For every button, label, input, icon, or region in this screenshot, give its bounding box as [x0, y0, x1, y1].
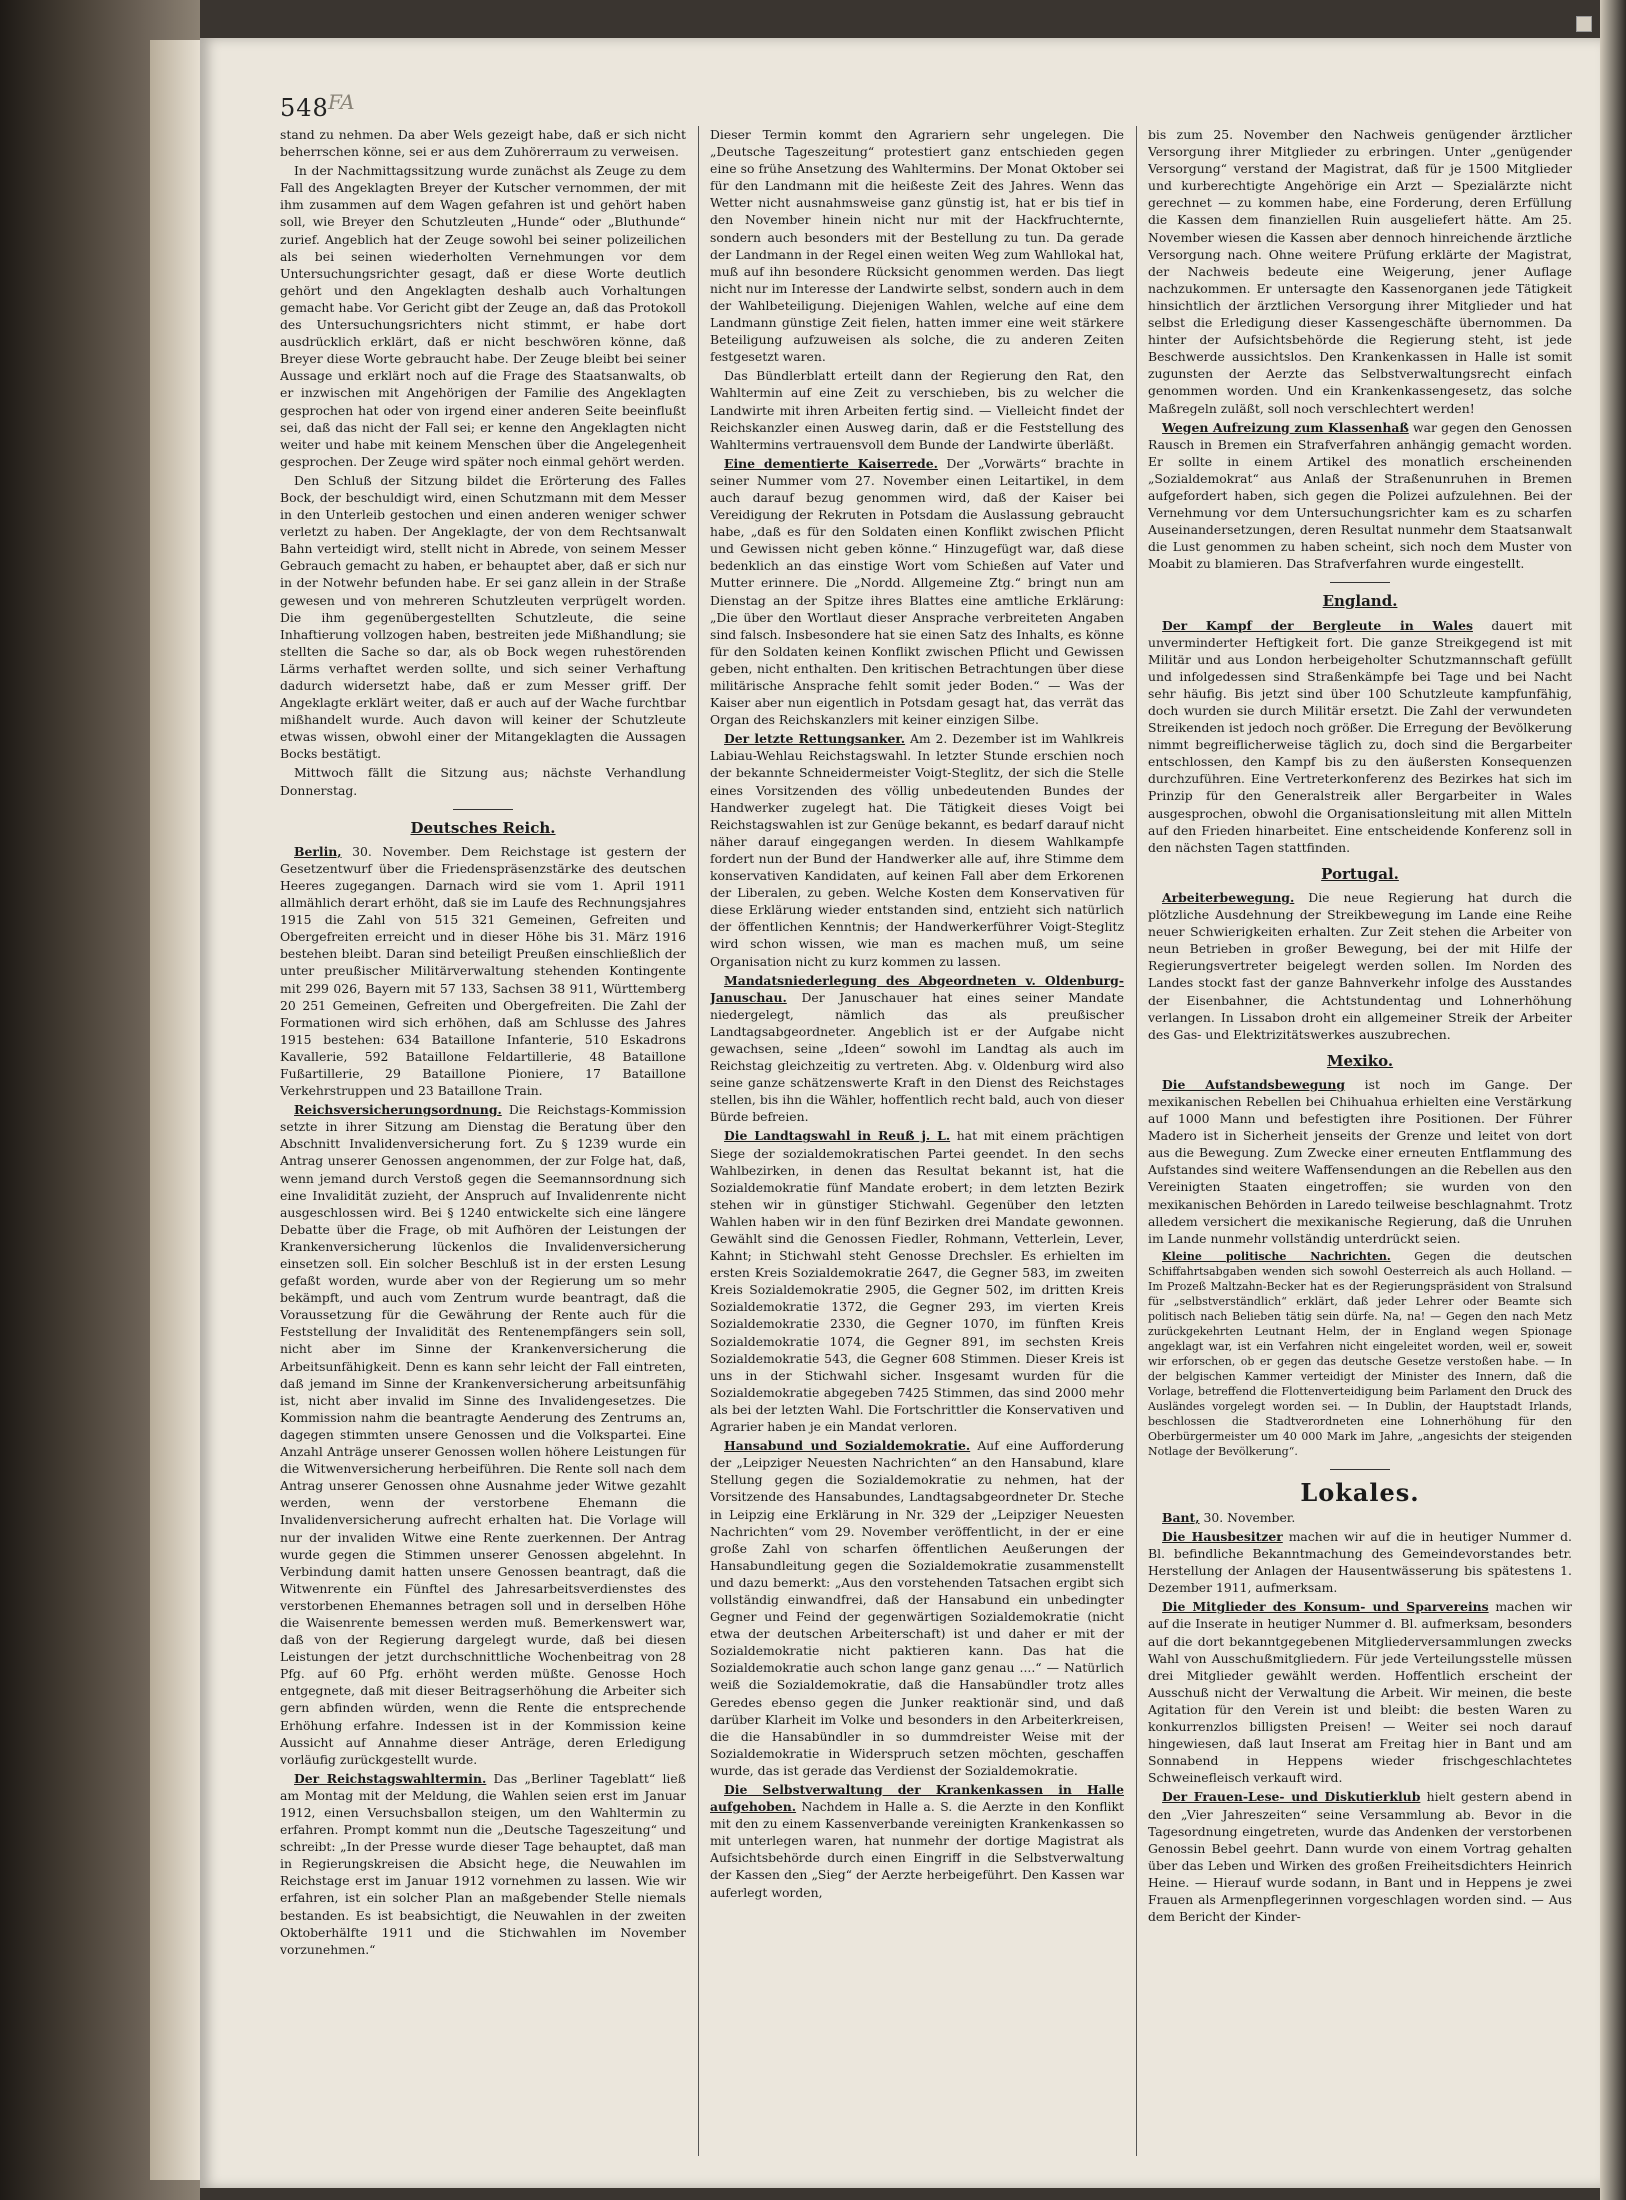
- small-print-block: [1148, 1249, 1572, 1459]
- article-keyword: Eine dementierte Kaiserrede.: [724, 455, 938, 471]
- page-gutter: [150, 40, 200, 2180]
- paragraph: Mittwoch fällt die Sitzung aus; nächste Verhandlung Donnerstag.: [280, 765, 686, 798]
- paragraph: In der Nachmittagssitzung wurde zunächst als Zeuge zu dem Fall des Angeklagten Breyer der Kutscher vernommen, der mit ihm zusammen auf dem Wagen gefahren ist und gehört haben soll, wie Breyer den Schutzleuten „Hunde“ oder „Bluthunde“ zurief. Angeblich hat der Zeuge sowohl bei seiner polizeilichen als bei seinen wiederholten Vernehmungen vor dem Untersuchungsrichter gesagt, daß er diese Worte deutlich gehört und den Angeklagten deshalb auch Vorhaltungen gemacht habe. Vor Gericht gibt der Zeuge an, daß das Protokoll des Untersuchungsrichters nicht stimmt, er habe dort ausdrücklich erklärt, daß er nicht beschwören könne, daß Breyer diese Worte gebraucht habe. Der Zeuge bleibt bei seiner Aussage und erklärt noch auf die Frage des Staatsanwalts, ob er inzwischen mit Angehörigen der Familie des Angeklagten gesprochen hat oder von irgend einer anderen Seite beeinflußt sei, daß das nicht der Fall sei; er kenne den Angeklagten nicht weiter und habe mit keinem Menschen über die Angelegenheit gesprochen. Der Zeuge wird später noch einmal gehört werden.: [280, 163, 686, 469]
- article-text: Auf eine Aufforderung der „Leipziger Neuesten Nachrichten“ an den Hansabund, klare Stellung gegen die Sozialdemokratie zu nehmen, hat der Vorsitzende des Hansabundes, Landtagsabgeordneter Dr. Steche in Leipzig eine Erklärung in Nr. 329 der „Leipziger Neuesten Nachrichten“ vom 29. November veröffentlicht, in der er eine große Zahl von scharfen öffentlichen Aeußerungen der Hansabundleitung gegen die Sozialdemokratie zusammenstellt und dazu bemerkt: „Aus den vorstehenden Tatsachen ergibt sich vollständig einwandfrei, daß der Hansabund ein unbedingter Gegner und Feind der gegenwärtigen Sozialdemokratie (nicht etwa der deutschen Arbeiterschaft) ist und daher er mit der Sozialdemokratie nicht paktieren kann. Das hat die Sozialdemokratie auch schon lange ganz genau ....“ — Natürlich weiß die Sozialdemokratie, daß die Hansabündler trotz alles Geredes ebenso gegen die Junker reaktionär sind, und daß darüber Klarheit im Volke und besonders in den Arbeiterkreisen, die die Hansabündler in so dummdreister Weise mit der Sozialdemokratie in Widerspruch setzen möchten, geschaffen wurde, das ist gerade das Verdienst der Sozialdemokratie.: [710, 1438, 1124, 1778]
- article-keyword: Der Frauen-Lese- und Diskutierklub: [1162, 1789, 1421, 1805]
- article-keyword: Die Hausbesitzer: [1162, 1529, 1283, 1544]
- article-text: hat mit einem prächtigen Siege der sozialdemokratischen Partei geendet. In den sechs Wahlbezirken, in denen das Resultat bekannt ist, hat die Sozialdemokratie fünf Mandate erobert; in dem letzten Bezirk stehen wir in günstiger Stichwahl. Gegenüber den letzten Wahlen haben wir in den fünf Bezirken drei Mandate gewonnen. Gewählt sind die Genossen Fiedler, Rohmann, Vetterlein, Lever, Kahnt; in Stichwahl steht Genosse Drechsler. Es erhielten im ersten Kreis Sozialdemokratie 2647, die Gegner 583, im zweiten Kreis Sozialdemokratie 2905, die Gegner 502, im dritten Kreis Sozialdemokratie 1372, die Gegner 293, im vierten Kreis Sozialdemokratie 2330, die Gegner 1070, im fünften Kreis Sozialdemokratie 1074, die Gegner 891, im sechsten Kreis Sozialdemokratie 543, die Gegner 608 Stimmen. Dieser Kreis ist uns in der Stichwahl sicher. Insgesamt wurden für die Sozialdemokratie abgegeben 7425 Stimmen, das sind 2000 mehr als bei der letzten Wahl. Die Fortschrittler die Konservativen und Agrarier haben je ein Mandat verloren.: [710, 1128, 1124, 1435]
- paragraph: Den Schluß der Sitzung bildet die Erörterung des Falles Bock, der beschuldigt wird, einen Schutzmann mit dem Messer in den Unterleib gestochen und einen anderen weniger schwer verletzt zu haben. Der Angeklagte, der von dem Rechtsanwalt Bahn verteidigt wird, stellt nicht in Abrede, von seinem Messer Gebrauch gemacht zu haben, er behauptet aber, daß er sich nur in der Notwehr befunden habe. Er sei ganz allein in der Straße gewesen und von mehreren Schutzleuten verprügelt worden. Die ihm gegenübergestellten Schutzleute, die seine Inhaftierung vollzogen haben, bestreiten jede Mißhandlung; sie stellten die Sache so dar, als ob Bock wegen ruhestörenden Lärms verhaftet werden sollte, und sich seiner Verhaftung dadurch widersetzt habe, daß er zum Messer griff. Der Angeklagte erklärt weiter, daß er auch auf der Wache furchtbar mißhandelt wurde. Auch davon will keiner der Schutzleute etwas wissen, obwohl einer der Mitangeklagten die Aussagen Bocks bestätigt.: [280, 472, 686, 762]
- article-text: machen wir auf die Inserate in heutiger Nummer d. Bl. aufmerksam, besonders auf die dort bekanntgegebenen Mitgliederversammlungen zwecks Wahl von Ausschußmitgliedern. Für jede Verteilungsstelle müssen drei Mitglieder gewählt werden. Hoffentlich erscheint der Ausschuß nicht der Verwaltung die Arbeit. Wir meinen, die beste Agitation für den Verein ist und bleibt: die besten Waren zu konkurrenzlos billigsten Preisen! — Weiter sei noch darauf hingewiesen, daß laut Inserat am Freitag hier in Bant und am Sonnabend in Heppens wieder frischgeschlachtetes Schweinefleisch verkauft wird.: [1148, 1599, 1572, 1786]
- article-keyword: Wegen Aufreizung zum Klassenhaß: [1162, 419, 1409, 435]
- section-heading: England.: [1322, 592, 1398, 611]
- article-keyword: Der letzte Rettungsanker.: [724, 731, 906, 747]
- article-keyword: Kleine politische Nachrichten.: [1162, 1249, 1391, 1263]
- paragraph: bis zum 25. November den Nachweis genügender ärztlicher Versorgung ihrer Mitglieder zu erbringen. Unter „genügender Versorgung“ verstand der Magistrat, daß für je 1500 Mitglieder und kurberechtigte Angehörige ein Arzt — Spezialärzte nicht gerechnet — zu kommen habe, eine Forderung, deren Erfüllung die Kassen dem finanziellen Ruin ausgeliefert hätte. Am 25. November wiesen die Kassen aber dennoch hinreichende ärztliche Versorgung nach. Ohne weitere Prüfung erklärte der Magistrat, der Nachweis bedeute eine Weigerung, jener Auflage nachzukommen. Er untersagte den Kassenorganen jede Tätigkeit hinsichtlich der ärztlichen Versorgung ihrer Mitglieder und hat selbst die Erledigung dieser Kassengeschäfte übernommen. Da hinter der Aufsichtsbehörde die Regierung steht, ist jede Beschwerde aussichtslos. Den Krankenkassen in Halle ist somit zugunsten der Aerzte das Selbstverwaltungsrecht einfach genommen worden. Und ein Krankenkassengesetz, das solche Maßregeln zuläßt, soll noch verschlechtert werden!: [1148, 127, 1572, 416]
- paragraph: stand zu nehmen. Da aber Wels gezeigt habe, daß er sich nicht beherrschen könne, sei er aus dem Zuhörerraum zu verweisen.: [280, 127, 686, 160]
- paragraph: Das Bündlerblatt erteilt dann der Regierung den Rat, den Wahltermin auf eine Zeit zu verschieben, bis zu welcher die Landwirte mit ihren Arbeiten fertig sind. — Vielleicht findet der Reichskanzler einen Ausweg darin, daß er die Feststellung des Wahltermins vertrauensvoll dem Bunde der Landwirte überläßt.: [710, 368, 1124, 452]
- paragraph: Dieser Termin kommt den Agrariern sehr ungelegen. Die „Deutsche Tageszeitung“ protestiert ganz entschieden gegen eine so frühe Ansetzung des Wahltermins. Der Monat Oktober sei für den Landmann mit die heißeste Zeit des Jahres. Wenn das Wetter nicht ausnahmsweise ganz günstig ist, hat er bis tief in den November hinein nicht nur mit der Hackfruchternte, sondern auch besonders mit der Bestellung zu tun. Da gerade der Landmann in der Regel einen weiten Weg zum Wahllokal hat, muß auf ihn besondere Rücksicht genommen werden. Das liegt nicht nur im Interesse der Landwirte selbst, sondern auch in dem der Wahlbeteiligung. Diejenigen Wahlen, welche auf eine dem Landmann günstige Zeit fielen, hatten immer eine weit stärkere Beteiligung aufzuweisen als solche, die zu anderen Zeiten festgesetzt waren.: [710, 127, 1124, 365]
- section-heading: Lokales.: [1300, 1477, 1420, 1507]
- pencil-annotation: FA: [328, 90, 355, 114]
- article-text: ist noch im Gange. Der mexikanischen Rebellen bei Chihuahua erhielten eine Verstärkung auf 1000 Mann und befestigten ihre Positionen. Der Führer Madero ist in Sicherheit jenseits der Grenze und leitet von dort aus die Bewegung. Zum Zwecke einer erneuten Entflammung des Aufstandes sind weitere Waffensendungen an die Rebellen aus den Vereinigten Staaten eingetroffen; sie wurden von den mexikanischen Behörden in Laredo teilweise beschlagnahmt. Trotz alledem versichert die mexikanische Regierung, daß die Unruhen im Lande nunmehr vollständig unterdrückt seien.: [1148, 1076, 1572, 1246]
- article-keyword: Der Kampf der Bergleute in Wales: [1162, 617, 1473, 633]
- article-text: dauert mit unverminderter Heftigkeit fort. Die ganze Streikgegend ist mit Militär und aus London herbeigeholter Schutzmannschaft gefüllt und infolgedessen sind Straßenkämpfe bei Tage und bei Nacht sehr häufig. Bis jetzt sind über 100 Schutzleute kampfunfähig, doch wurden sie durch Militär ersetzt. Die Zahl der verwundeten Streikenden ist jedoch noch größer. Die Erregung der Bevölkerung nimmt begreiflicherweise täglich zu, doch sind die Bergarbeiter entschlossen, den Kampf bis zu den äußersten Konsequenzen durchzuführen. Eine Vertreterkonferenz des Bezirkes hat sich im Prinzip für den Generalstreik aller Bergarbeiter in Wales ausgesprochen, obwohl die Organisationsleitung mit allen Mitteln auf den Frieden hinarbeitet. Eine entscheidende Konferenz soll in den nächsten Tagen stattfinden.: [1148, 617, 1572, 855]
- article-keyword: Berlin,: [294, 843, 342, 859]
- article-keyword: Die Landtagswahl in Reuß j. L.: [724, 1128, 951, 1144]
- article-keyword: Reichsversicherungsordnung.: [294, 1102, 502, 1118]
- page-right-edge: [1600, 0, 1626, 2200]
- article-text: Der Januschauer hat eines seiner Mandate niedergelegt, nämlich das als preußischer Landtagsabgeordneter. Angeblich ist er der Aufgabe nicht gewachsen, seine „Ideen“ sowohl im Landtag als auch im Reichstag gleichzeitig zu vertreten. Abg. v. Oldenburg wird also seine ganze schätzenswerte Kraft in den Dienst des Reichstages stellen, bis ihn die Wähler, hoffentlich recht bald, auch von dieser Bürde befreien.: [710, 989, 1124, 1125]
- article-keyword: Hansabund und Sozialdemokratie.: [724, 1438, 971, 1454]
- article-text: hielt gestern abend in den „Vier Jahreszeiten“ seine Versammlung ab. Bevor in die Tagesordnung eingetreten, wurde das Andenken der verstorbenen Genossin Bebel geehrt. Dann wurde von einem Vortrag gehalten über das Leben und Wirken des großen Freiheitsdichters Heinrich Heine. — Hierauf wurde sodann, in Bant und in Heppens je zwei Frauen als Armenpflegerinnen vorgeschlagen worden sind. — Aus dem Bericht der Kinder-: [1148, 1789, 1572, 1925]
- section-heading: Portugal.: [1321, 864, 1399, 883]
- corner-marker: [1576, 16, 1592, 32]
- article-keyword: Mandatsniederlegung des Abgeordneten v. Oldenburg-Januschau.: [710, 972, 1124, 1005]
- article-text: Die neue Regierung hat durch die plötzliche Ausdehnung der Streikbewegung im Lande eine Reihe neuer Schwierigkeiten erhalten. Zur Zeit stehen die Arbeiter von neun Betrieben in großer Bewegung, bei der mit Hilfe der Regierungsvertreter beigelegt werden sollen. Im Norden des Landes stockt fast der ganze Bahnverkehr infolge des Ausstandes der Eisenbahner, die Achtstundentag und Lohnerhöhung verlangen. In Lissabon droht ein allgemeiner Streik der Arbeiter des Gas- und Elektrizitätswerkes auszubrechen.: [1148, 889, 1572, 1042]
- article-text: war gegen den Genossen Rausch in Bremen ein Strafverfahren anhängig gemacht worden. Er sollte in einem Artikel des monatlich erscheinenden „Sozialdemokrat“ aus Anlaß der Straßenunruhen in Bremen aufgefordert haben, sich gegen die Polizei aufzulehnen. Bei der Vernehmung vor dem Untersuchungsrichter kam es zu scharfen Auseinandersetzungen, deren Resultat nunmehr dem Staatsanwalt die Lust genommen zu haben scheint, sich noch dem Muster von Moabit zu blamieren. Das Strafverfahren wurde eingestellt.: [1148, 419, 1572, 572]
- column-1: [280, 126, 686, 2166]
- column-rule: [1136, 126, 1137, 2156]
- page-number: 548: [280, 94, 329, 122]
- newspaper-page: [200, 38, 1600, 2188]
- article-keyword: Bant,: [1162, 1509, 1200, 1525]
- article-keyword: Die Mitglieder des Konsum- und Sparvereins: [1162, 1599, 1489, 1615]
- article-text: 30. November.: [1203, 1509, 1296, 1525]
- article-text: machen wir auf die in heutiger Nummer d. Bl. befindliche Bekanntmachung des Gemeindevorstandes betr. Herstellung der Anlagen der Hausentwässerung bis spätestens 1. Dezember 1911, aufmerksam.: [1148, 1529, 1572, 1596]
- article-text: Der „Vorwärts“ brachte in seiner Nummer vom 27. November einen Leitartikel, in dem auch darauf bezug genommen wird, daß der Kaiser bei Vereidigung der Rekruten in Potsdam die Auslassung gebraucht habe, „daß es für den Soldaten einen Konflikt zwischen Pflicht und Gewissen nicht geben könne.“ Hinzugefügt war, daß diese bedenklich an das einstige Wort vom Schießen auf Vater und Mutter erinnere. Die „Nordd. Allgemeine Ztg.“ bringt nun am Dienstag an der Spitze ihres Blattes eine amtliche Erklärung: „Die über den Wortlaut dieser Ansprache verbreiteten Angaben sind falsch. Insbesondere hat sie einen Satz des Inhalts, es könne für den Soldaten keinen Konflikt zwischen Pflicht und Gewissen geben, nicht enthalten. Den kritischen Betrachtungen über diese militärische Ansprache fehlt somit jeder Boden.“ — Was der Kaiser aber nun eigentlich in Potsdam gesagt hat, das verrät das Organ des Reichskanzlers mit keiner einzigen Silbe.: [710, 455, 1124, 728]
- article-keyword: Die Aufstandsbewegung: [1162, 1076, 1346, 1092]
- article-text: Die Reichstags-Kommission setzte in ihrer Sitzung am Dienstag die Beratung über den Abschnitt Invalidenversicherung fort. Zu § 1239 wurde ein Antrag unserer Genossen angenommen, der zur Folge hat, daß, wenn jemand durch Verstoß gegen die Seemannsordnung sich eine Invalidität zuzieht, der Anspruch auf Invalidenrente nicht ausgeschlossen wird. Bei § 1240 entwickelte sich eine längere Debatte über die Frage, ob mit Aufhören der Leistungen der Krankenversicherung lückenlos die Invalidenversicherung einsetzen soll. Ein solcher Beschluß ist in der ersten Lesung gefaßt worden, wurde aber von der Regierung um so mehr bekämpft, und auch vom Zentrum wurde beantragt, daß die Voraussetzung für die Gewährung der Rente auch für die Feststellung der Invalidität des Rentenempfängers sein soll, nicht aber im Sinne der Krankenversicherung die Arbeitsunfähigkeit. Denn es kann sehr leicht der Fall eintreten, daß jemand im Sinne der Krankenversicherung arbeitsunfähig ist, nicht aber invalid im Sinne des Invalidengesetzes. Die Kommission nahm die beantragte Aenderung des Zentrums an, dagegen stimmten unsere Genossen und die Volkspartei. Eine Anzahl Anträge unserer Genossen wollen höhere Leistungen für die Witwenversicherung herbeiführen. Die Rente soll nach dem Antrag unserer Genossen ohne Ausnahme jeder Witwe gezahlt werden, wenn der verstorbene Ehemann die Invalidenversicherung aufrecht erhalten hat. Die Vorlage will nur der invaliden Witwe eine Rente zuerkennen. Der Antrag wurde gegen die Stimmen unserer Genossen abgelehnt. In Verbindung damit hatten unsere Genossen beantragt, daß die Witwenrente ein Fünftel des Jahresarbeitsverdienstes des verstorbenen Ehemannes betragen soll und in derselben Höhe die Waisenrente bemessen werden muß. Bemerkenswert war, daß von der Regierung dargelegt wurde, daß bei diesen Leistungen der jetzt durchschnittliche Wochenbeitrag von 28 Pfg. auf 60 Pfg. erhöht werden müßte. Genosse Hoch entgegnete, daß mit dieser Beitragserhöhung die Arbeiter sich gern abfinden würden, wenn die Rente die entsprechende Erhöhung erfahre. Indessen ist in der Kommission keine Aussicht auf Annahme dieser Anträge, deren Erledigung vorläufig zurückgestellt wurde.: [280, 1102, 686, 1767]
- column-2: [710, 126, 1124, 2166]
- article-text: 30. November. Dem Reichstage ist gestern der Gesetzentwurf über die Friedenspräsenzstärke des deutschen Heeres zugegangen. Darnach wird sie vom 1. April 1911 allmählich derart erhöht, daß sie im Laufe des Rechnungsjahres 1915 die Zahl von 515 321 Gemeinen, Gefreiten und Obergefreiten erreicht und in dieser Höhe bis 31. März 1916 bestehen bleibt. Daran sind beteiligt Preußen einschließlich der unter preußischer Militärverwaltung stehenden Kontingente mit 299 026, Bayern mit 57 133, Sachsen 38 911, Württemberg 20 251 Gemeinen, Gefreiten und Obergefreiten. Die Zahl der Formationen wird sich erhöhen, daß am Schlusse des Jahres 1915 bestehen: 634 Bataillone Infanterie, 510 Eskadrons Kavallerie, 592 Bataillone Feldartillerie, 48 Bataillone Fußartillerie, 29 Bataillone Pioniere, 17 Bataillone Verkehrstruppen und 23 Bataillone Train.: [280, 843, 686, 1099]
- article-keyword: Der Reichstagswahltermin.: [294, 1770, 487, 1786]
- article-text: Gegen die deutschen Schiffahrtsabgaben wenden sich sowohl Oesterreich als auch Holland. — Im Prozeß Maltzahn-Becker hat es der Regierungspräsident von Stralsund für „selbstverständlich“ erklärt, daß jeder Lehrer oder Beamte sich politisch nach Belieben tätig sein dürfe. Na, na! — Gegen den nach Metz zurückgekehrten Leutnant Helm, der in England wegen Spionage angeklagt war, ist ein Verfahren nicht eingeleitet worden, weil er, soweit wir erforschen, ob er gegen das deutsche Gesetze verstoßen habe. — In der belgischen Kammer verteidigt der Minister des Innern, daß die Vorlage, betreffend die Flottenverteidigung beim Parlament den Druck des Ausländes vorgelegt worden sei. — In Dublin, der Hauptstadt Irlands, beschlossen die Stadtverordneten eine Lohnerhöhung für den Oberbürgermeister um 40 000 Mark im Jahre, „angesichts der steigenden Notlage der Bevölkerung“.: [1148, 1249, 1572, 1458]
- column-3: [1148, 126, 1572, 2166]
- article-keyword: Die Selbstverwaltung der Krankenkassen in Halle aufgehoben.: [710, 1782, 1124, 1815]
- column-rule: [698, 126, 699, 2156]
- article-keyword: Arbeiterbewegung.: [1162, 889, 1295, 905]
- separator: [453, 809, 513, 810]
- article-text: Am 2. Dezember ist im Wahlkreis Labiau-Wehlau Reichstagswahl. In letzter Stunde erschien noch der bekannte Schneidermeister Voigt-Steglitz, der sich die Stelle eines Vorsitzenden des völlig unbedeutenden Bundes der Handwerker zugelegt hat. Die Tätigkeit dieses Voigt bei Reichstagswahlen ist zur Genüge bekannt, es bedarf darauf nicht näher darauf eingegangen werden. In diesem Wahlkampfe fordert nun der Bund der Handwerker alle auf, ihre Stimme dem konservativen Kandidaten, auf keinen Fall aber dem Erkorenen der Liberalen, zu geben. Welche Kosten dem Konservativen für diese Erklärung wieder entstanden sind, entzieht sich natürlich der öffentlichen Kenntnis; der Handwerkerführer Voigt-Steglitz wird schon wissen, wie man es machen muß, um seine Organisation nicht zu kurz kommen zu lassen.: [710, 731, 1124, 969]
- article-text: Das „Berliner Tageblatt“ ließ am Montag mit der Meldung, die Wahlen seien erst im Januar 1912, einen Versuchsballon steigen, um den Wahltermin zu erfahren. Prompt kommt nun die „Deutsche Tageszeitung“ und schreibt: „In der Presse wurde dieser Tage behauptet, daß man in Regierungskreisen die Absicht hege, die Neuwahlen im Reichstage erst im Januar 1912 vornehmen zu lassen. Wie wir erfahren, ist ein solcher Plan an maßgebender Stelle niemals bestanden. Es ist beabsichtigt, die Neuwahlen in der zweiten Oktoberhälfte 1911 und die Stichwahlen im November vorzunehmen.“: [280, 1770, 686, 1957]
- article-text: Nachdem in Halle a. S. die Aerzte in den Konflikt mit den zu einem Kassenverbande vereinigten Krankenkassen so mit unterlegen waren, hat nunmehr der dortige Magistrat als Aufsichtsbehörde durch einen Eingriff in die Selbstverwaltung der Kassen den „Sieg“ der Aerzte herbeigeführt. Den Kassen war auferlegt worden,: [710, 1799, 1124, 1900]
- section-heading: Deutsches Reich.: [410, 818, 556, 837]
- separator: [1330, 582, 1390, 583]
- section-heading: Mexiko.: [1326, 1051, 1394, 1070]
- separator: [1330, 1469, 1390, 1470]
